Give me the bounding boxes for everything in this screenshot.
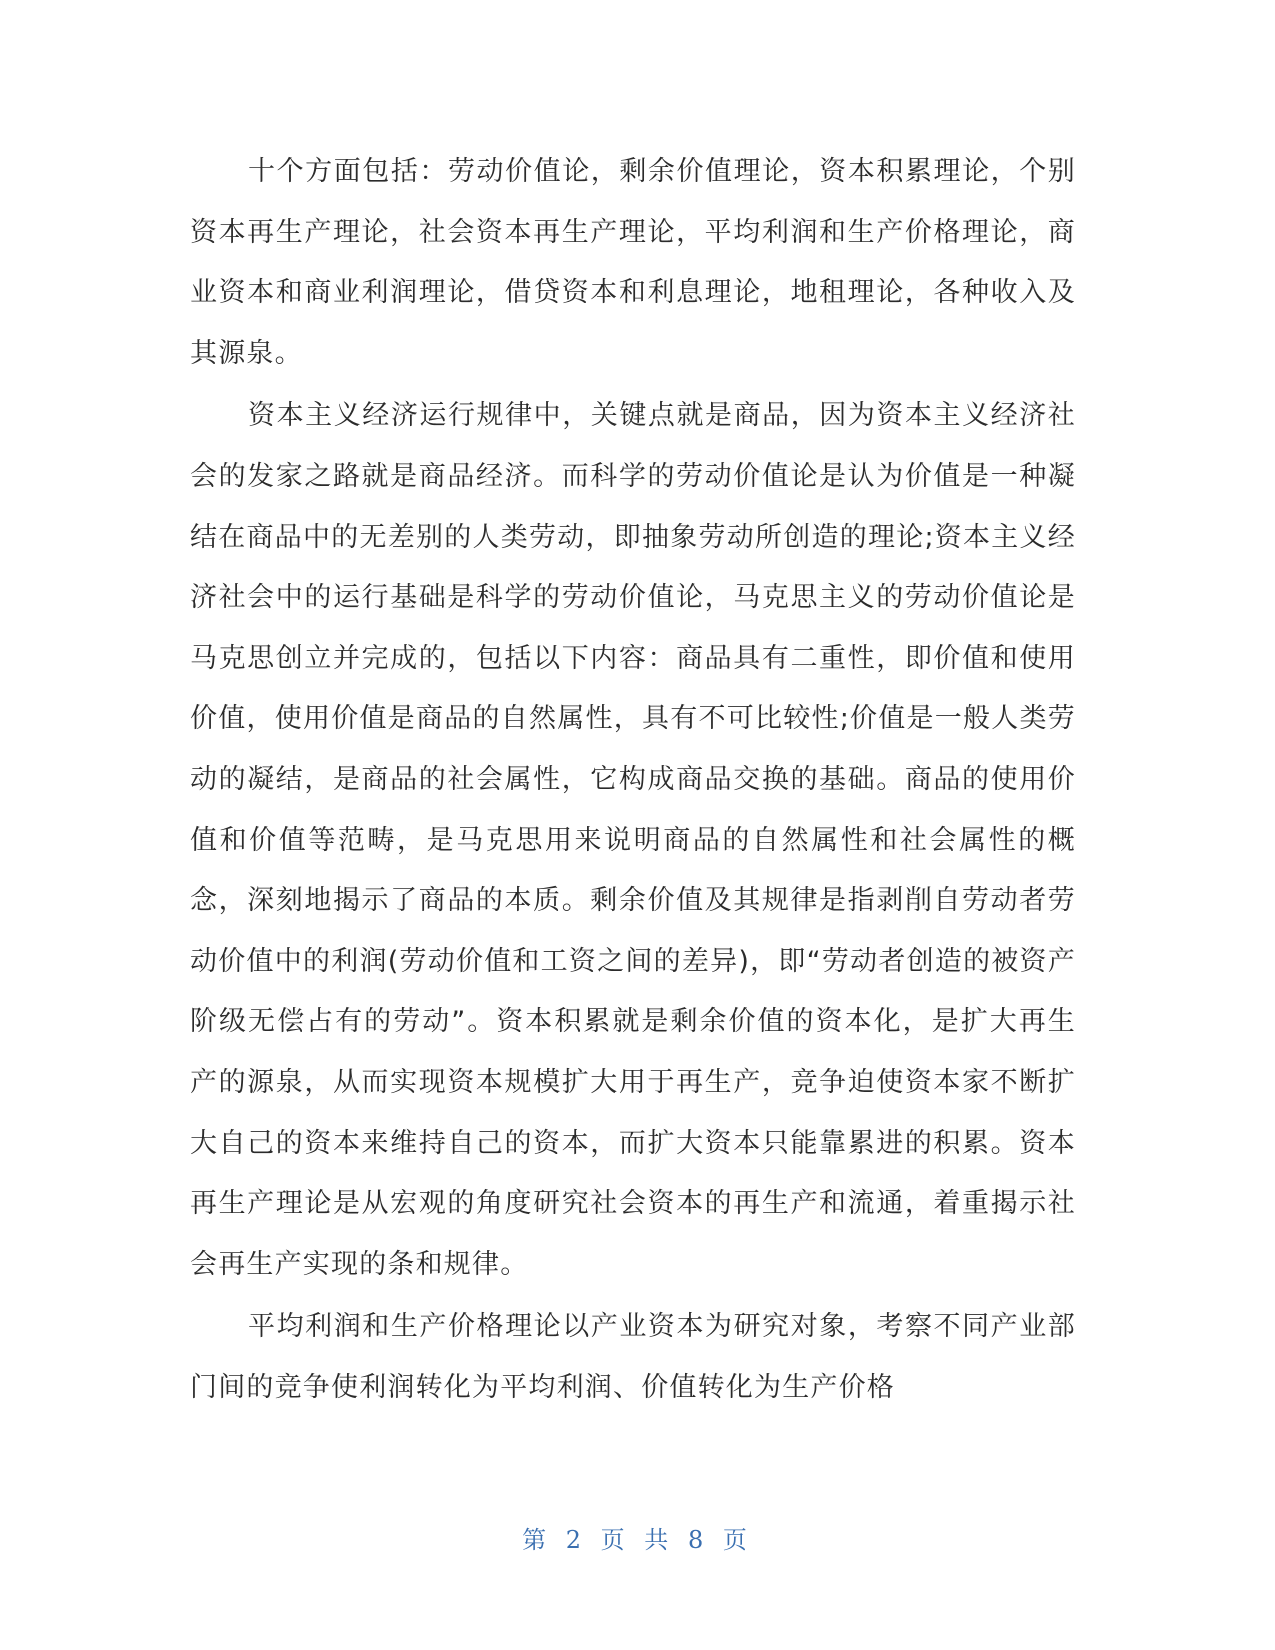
page-number-label: 第 2 页 共 8 页 xyxy=(522,1526,753,1554)
document-body xyxy=(190,142,1076,1420)
page-footer xyxy=(0,1520,1275,1555)
paragraph-2: 资本主义经济运行规律中，关键点就是商品，因为资本主义经济社会的发家之路就是商品经济。而科学的劳动价值论是认为价值是一种凝结在商品中的无差别的人类劳动，即抽象劳动所创造的理论;资本主义经济社会中的运行基础是科学的劳动价值论，马克思主义的劳动价值论是马克思创立并完成的，包括以下内容：商品具有二重性，即价值和使用价值，使用价值是商品的自然属性，具有不可比较性;价值是一般人类劳动的凝结，是商品的社会属性，它构成商品交换的基础。商品的使用价值和价值等范畴，是马克思用来说明商品的自然属性和社会属性的概念，深刻地揭示了商品的本质。剩余价值及其规律是指剥削自劳动者劳动价值中的利润(劳动价值和工资之间的差异)，即“劳动者创造的被资产阶级无偿占有的劳动”。资本积累就是剩余价值的资本化，是扩大再生产的源泉，从而实现资本规模扩大用于再生产，竞争迫使资本家不断扩大自己的资本来维持自己的资本，而扩大资本只能靠累进的积累。资本再生产理论是从宏观的角度研究社会资本的再生产和流通，着重揭示社会再生产实现的条和规律。 xyxy=(190,400,1076,1280)
paragraph-3: 平均利润和生产价格理论以产业资本为研究对象，考察不同产业部门间的竞争使利润转化为平均利润、价值转化为生产价格 xyxy=(190,1311,1076,1403)
paragraph-1: 十个方面包括：劳动价值论，剩余价值理论，资本积累理论，个别资本再生产理论，社会资本再生产理论，平均利润和生产价格理论，商业资本和商业利润理论，借贷资本和利息理论，地租理论，各种收入及其源泉。 xyxy=(190,156,1076,369)
